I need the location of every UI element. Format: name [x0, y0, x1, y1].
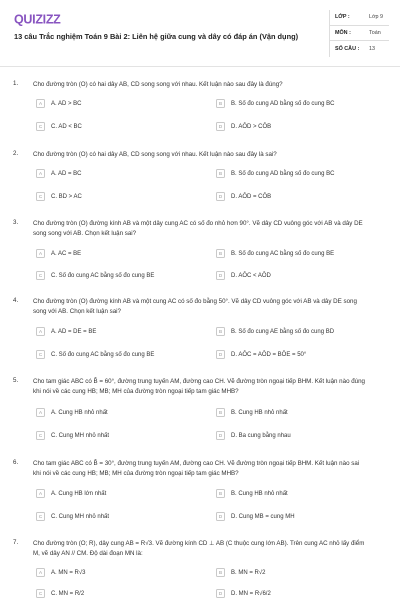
question-text: Cho tam giác ABC có B̂ = 30°, đường trung tuyến AM, đường cao CH. Vẽ đường tròn ngoại tiếp BHM. Kết luận nào sai khi nói về các cung HB; MB; MH của đường tròn ngoại tiếp tam giác MHB?	[33, 460, 360, 477]
option-b[interactable]	[216, 489, 288, 498]
option-a[interactable]	[36, 99, 82, 108]
option-b[interactable]	[216, 568, 265, 577]
option-letter-box: A	[36, 489, 45, 498]
option-a[interactable]	[36, 568, 85, 577]
option-text: D. MN = R√6/2	[231, 590, 271, 597]
question-text: Cho tam giác ABC có B̂ = 60°, đường trung tuyến AM, đường cao CH. Vẽ đường tròn ngoại tiếp BHM. Kết luận nào đúng khi nói về các cung HB; MB; MH của đường tròn ngoại tiếp tam giác MHB?	[33, 378, 365, 395]
option-text: C. Số đo cung AC bằng số đo cung BE	[51, 351, 155, 358]
option-text: B. Số đo cung AC bằng số đo cung BE	[231, 250, 335, 257]
question-number: 2.	[13, 150, 19, 157]
quizizz-logo-icon	[14, 12, 66, 26]
option-text: A. MN = R√3	[51, 569, 86, 576]
option-text: A. AD = DE = BE	[51, 328, 97, 335]
meta-row-subject	[330, 26, 389, 42]
option-c[interactable]	[36, 192, 82, 201]
meta-label: SỐ CÂU :	[335, 45, 360, 52]
option-letter-box: C	[36, 192, 45, 201]
meta-value: Toán	[369, 29, 381, 36]
option-text: B. MN = R√2	[231, 569, 266, 576]
option-text: C. BD > AC	[51, 193, 82, 200]
meta-panel	[329, 10, 389, 57]
option-letter-box: B	[216, 489, 225, 498]
option-a[interactable]	[36, 408, 108, 417]
option-b[interactable]	[216, 327, 334, 336]
question-number: 5.	[13, 377, 19, 384]
option-text: D. Cung MB = cung MH	[231, 513, 295, 520]
option-text: B. Số đo cung AD bằng số đo cung BC	[231, 170, 335, 177]
quizizz-logo	[14, 12, 66, 26]
option-text: B. Số đo cung AE bằng số đo cung BD	[231, 328, 335, 335]
option-letter-box: D	[216, 192, 225, 201]
option-letter-box: B	[216, 249, 225, 258]
option-text: C. Cung MH nhỏ nhất	[51, 513, 110, 520]
option-letter-box: C	[36, 589, 45, 598]
option-letter-box: A	[36, 169, 45, 178]
option-text: A. Cung HB lớn nhất	[51, 490, 107, 497]
option-text: B. Cung HB nhỏ nhất	[231, 490, 288, 497]
option-c[interactable]	[36, 589, 84, 598]
option-letter-box: C	[36, 350, 45, 359]
question-text: Cho đường tròn (O; R), dây cung AB = R√3. Vẽ đường kính CD ⊥ AB (C thuộc cung lớn AB). Trên cung AC nhỏ lấy điểm M, vẽ dây AN // CM. Độ dài đoạn MN là:	[33, 540, 365, 557]
meta-label: LỚP :	[335, 14, 350, 21]
option-letter-box: C	[36, 431, 45, 440]
option-d[interactable]	[216, 192, 271, 201]
option-letter-box: C	[36, 512, 45, 521]
option-letter-box: D	[216, 589, 225, 598]
question-text: Cho đường tròn (O) đường kính AB và một dây cung AC có số đo nhỏ hơn 90°. Vẽ dây CD vuông góc với AB và dây DE song song với AB. Chọn kết luận sai?	[33, 220, 363, 237]
option-letter-box: D	[216, 350, 225, 359]
option-text: B. Cung HB nhỏ nhất	[231, 409, 288, 416]
option-letter-box: B	[216, 408, 225, 417]
option-d[interactable]	[216, 512, 295, 521]
option-text: A. AD = BC	[51, 170, 82, 177]
option-d[interactable]	[216, 122, 271, 131]
option-text: A. AC = BE	[51, 250, 82, 257]
option-c[interactable]	[36, 431, 109, 440]
option-c[interactable]	[36, 512, 109, 521]
question-text: Cho đường tròn (O) đường kính AB và một cung AC có số đo bằng 50°. Vẽ dây CD vuông góc với AB và dây DE song song với AB. Chọn kết luận sai?	[33, 298, 357, 315]
option-c[interactable]	[36, 122, 82, 131]
option-text: D. AÔD > CÔB	[231, 123, 272, 130]
option-letter-box: B	[216, 169, 225, 178]
option-text: C. Cung MH nhỏ nhất	[51, 432, 110, 439]
option-d[interactable]	[216, 350, 306, 359]
meta-label: MÔN :	[335, 29, 351, 36]
option-letter-box: B	[216, 327, 225, 336]
option-a[interactable]	[36, 249, 81, 258]
header-divider	[0, 66, 400, 67]
svg-text:QUIZIZZ: QUIZIZZ	[14, 12, 61, 26]
option-letter-box: A	[36, 249, 45, 258]
option-letter-box: C	[36, 271, 45, 280]
option-letter-box: B	[216, 568, 225, 577]
page-title: 13 câu Trắc nghiệm Toán 9 Bài 2: Liên hệ giữa cung và dây có đáp án (Vận dụng)	[14, 32, 299, 41]
meta-value: 13	[369, 45, 375, 52]
option-text: A. AD > BC	[51, 100, 82, 107]
option-letter-box: A	[36, 408, 45, 417]
option-d[interactable]	[216, 271, 271, 280]
option-text: A. Cung HB nhỏ nhất	[51, 409, 108, 416]
option-text: C. Số đo cung AC bằng số đo cung BE	[51, 272, 155, 279]
option-letter-box: A	[36, 568, 45, 577]
option-b[interactable]	[216, 99, 334, 108]
option-text: D. AÔC = AÔD = BÔE = 50°	[231, 351, 307, 358]
option-letter-box: A	[36, 327, 45, 336]
option-letter-box: D	[216, 122, 225, 131]
question-text: Cho đường tròn (O) có hai dây AB, CD song song với nhau. Kết luận nào sau đây là sai?	[33, 151, 277, 158]
option-d[interactable]	[216, 589, 271, 598]
option-letter-box: A	[36, 99, 45, 108]
option-a[interactable]	[36, 327, 96, 336]
option-a[interactable]	[36, 489, 106, 498]
option-letter-box: C	[36, 122, 45, 131]
question-text: Cho đường tròn (O) có hai dây AB, CD song song với nhau. Kết luận nào sau đây là đúng?	[33, 81, 283, 88]
option-text: C. AD < BC	[51, 123, 82, 130]
meta-row-class	[330, 10, 389, 26]
option-c[interactable]	[36, 350, 154, 359]
option-letter-box: D	[216, 431, 225, 440]
question-number: 6.	[13, 459, 19, 466]
meta-row-count	[330, 41, 389, 57]
option-a[interactable]	[36, 169, 82, 178]
option-text: D. Ba cung bằng nhau	[231, 432, 291, 439]
option-text: D. AÔC < AÔD	[231, 272, 271, 279]
option-text: D. AÔD = CÔB	[231, 193, 272, 200]
option-b[interactable]	[216, 408, 288, 417]
option-b[interactable]	[216, 249, 334, 258]
option-c[interactable]	[36, 271, 154, 280]
option-text: B. Số đo cung AD bằng số đo cung BC	[231, 100, 335, 107]
option-letter-box: D	[216, 512, 225, 521]
question-number: 3.	[13, 219, 19, 226]
option-text: C. MN = R/2	[51, 590, 85, 597]
option-b[interactable]	[216, 169, 334, 178]
option-letter-box: B	[216, 99, 225, 108]
worksheet-header	[0, 0, 400, 66]
meta-value: Lớp 9	[369, 14, 384, 21]
question-number: 4.	[13, 297, 19, 304]
question-number: 7.	[13, 539, 19, 546]
option-d[interactable]	[216, 431, 291, 440]
option-letter-box: D	[216, 271, 225, 280]
question-number: 1.	[13, 80, 19, 87]
